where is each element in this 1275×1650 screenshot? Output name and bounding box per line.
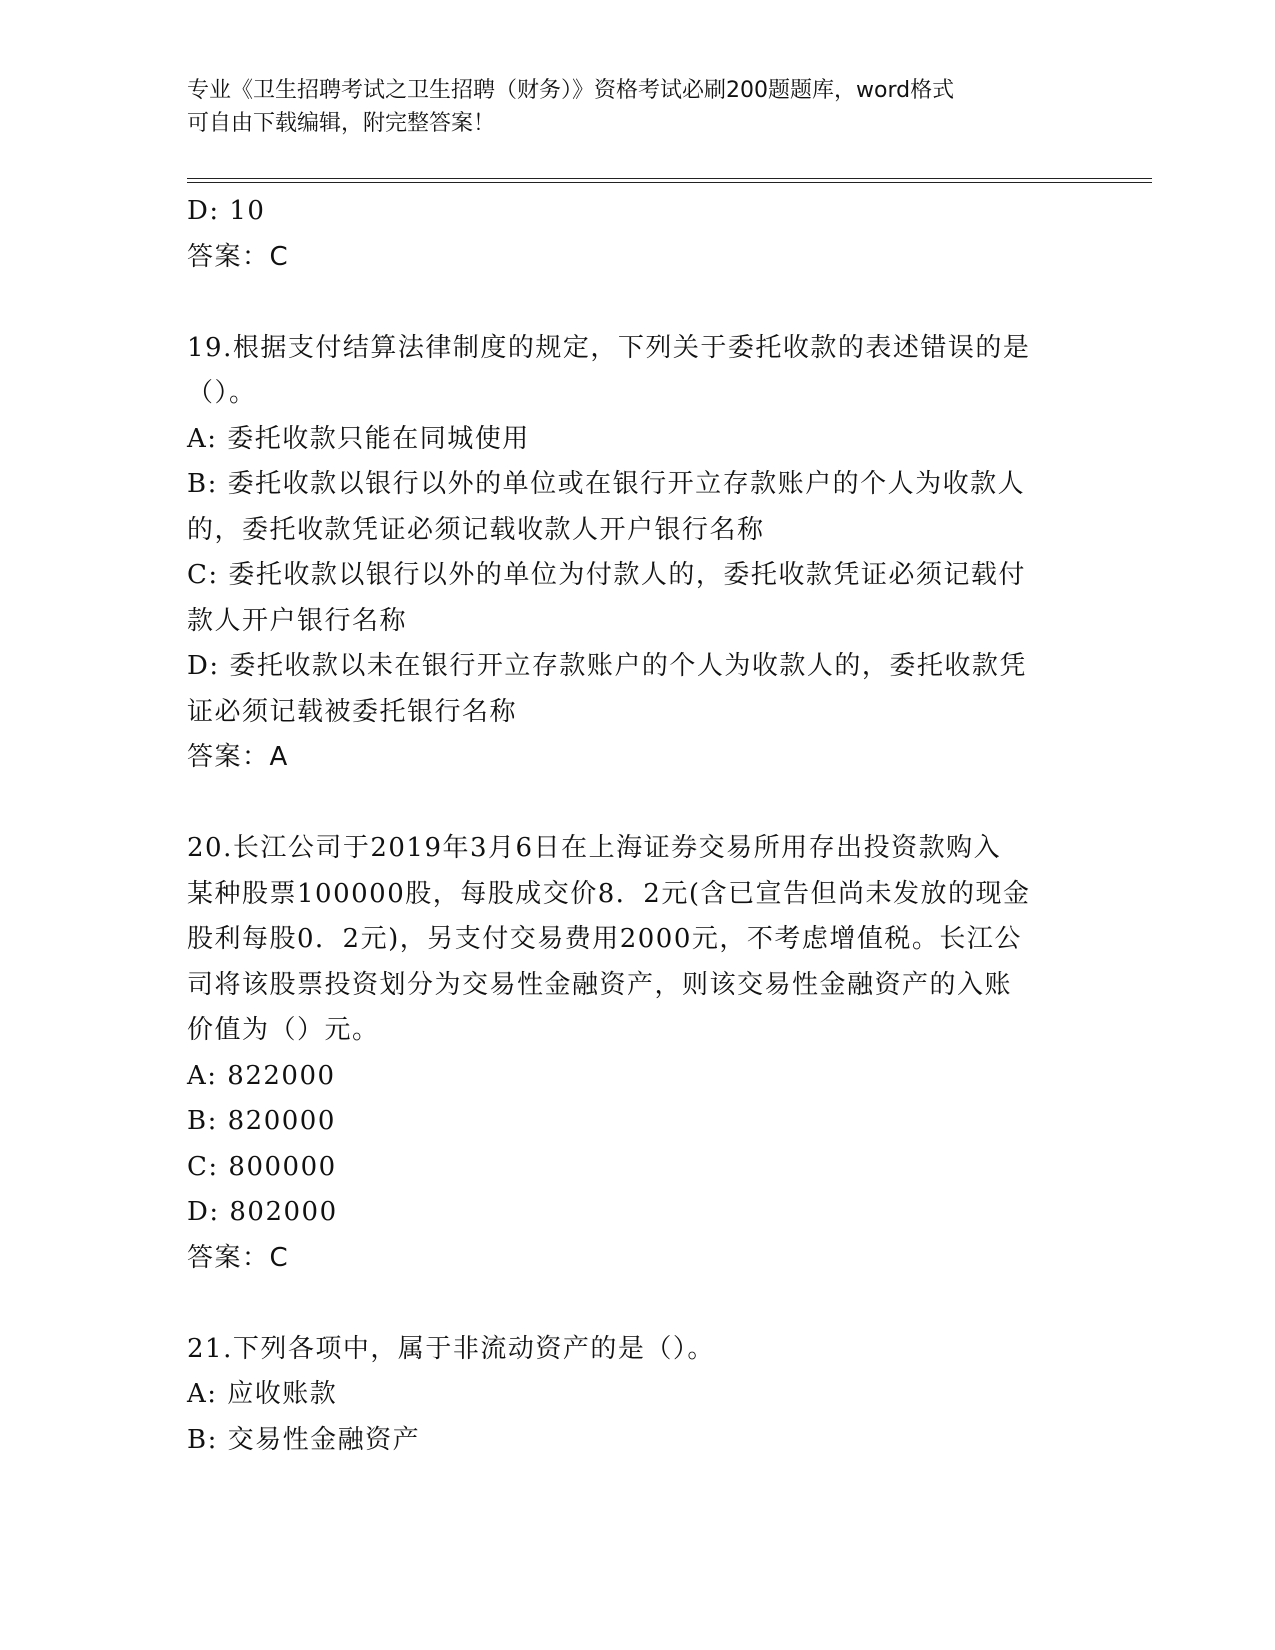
option-a: A: 822000 (187, 1060, 336, 1091)
previous-question-tail (187, 189, 1087, 280)
question-19 (187, 326, 1087, 781)
header-divider-bottom (187, 182, 1152, 183)
option-b-line-1: B: 委托收款以银行以外的单位或在银行开立存款账户的个人为收款人 (187, 469, 1026, 499)
question-stem-line: 司将该股票投资划分为交易性金融资产，则该交易性金融资产的入账 (187, 969, 1013, 1000)
option-c-line-1: C: 委托收款以银行以外的单位为付款人的，委托收款凭证必须记载付 (187, 560, 1026, 590)
page-header (187, 74, 1087, 140)
answer-line: 答案：A (187, 742, 289, 772)
header-line-2: 可自由下载编辑，附完整答案！ (187, 111, 496, 136)
option-d-line-1: D: 委托收款以未在银行开立存款账户的个人为收款人的，委托收款凭 (187, 651, 1027, 681)
option-b: B: 820000 (187, 1106, 336, 1136)
question-stem-line: 21.下列各项中，属于非流动资产的是（）。 (187, 1333, 715, 1364)
question-content (187, 189, 1087, 1463)
answer-line: 答案：C (187, 1242, 290, 1273)
spacer (187, 1281, 1087, 1327)
option-b: B: 交易性金融资产 (187, 1424, 421, 1455)
spacer (187, 280, 1087, 326)
question-stem-line: 19.根据支付结算法律制度的规定，下列关于委托收款的表述错误的是 (187, 332, 1031, 363)
question-stem-line: 股利每股0．2元)，另支付交易费用2000元，不考虑增值税。长江公 (187, 924, 1022, 954)
question-21 (187, 1327, 1087, 1464)
option-d: D: 10 (187, 196, 266, 226)
header-line-1: 专业《卫生招聘考试之卫生招聘（财务）》资格考试必刷200题题库，word格式 (187, 78, 955, 103)
option-b-line-2: 的，委托收款凭证必须记载收款人开户银行名称 (187, 514, 765, 545)
question-stem-line: 20.长江公司于2019年3月6日在上海证券交易所用存出投资款购入 (187, 833, 1002, 863)
option-c: C: 800000 (187, 1151, 337, 1182)
question-20 (187, 826, 1087, 1281)
option-c-line-2: 款人开户银行名称 (187, 605, 408, 636)
question-stem-line: 价值为（）元。 (187, 1015, 380, 1045)
header-divider-top (187, 178, 1152, 179)
option-a: A: 应收账款 (187, 1379, 338, 1409)
question-stem-line: （）。 (187, 378, 257, 408)
option-d-line-2: 证必须记载被委托银行名称 (187, 696, 518, 727)
spacer (187, 781, 1087, 827)
answer-line: 答案：C (187, 241, 290, 272)
option-a: A: 委托收款只能在同城使用 (187, 423, 530, 454)
option-d: D: 802000 (187, 1197, 338, 1227)
question-stem-line: 某种股票100000股，每股成交价8．2元(含已宣告但尚未发放的现金 (187, 878, 1031, 909)
